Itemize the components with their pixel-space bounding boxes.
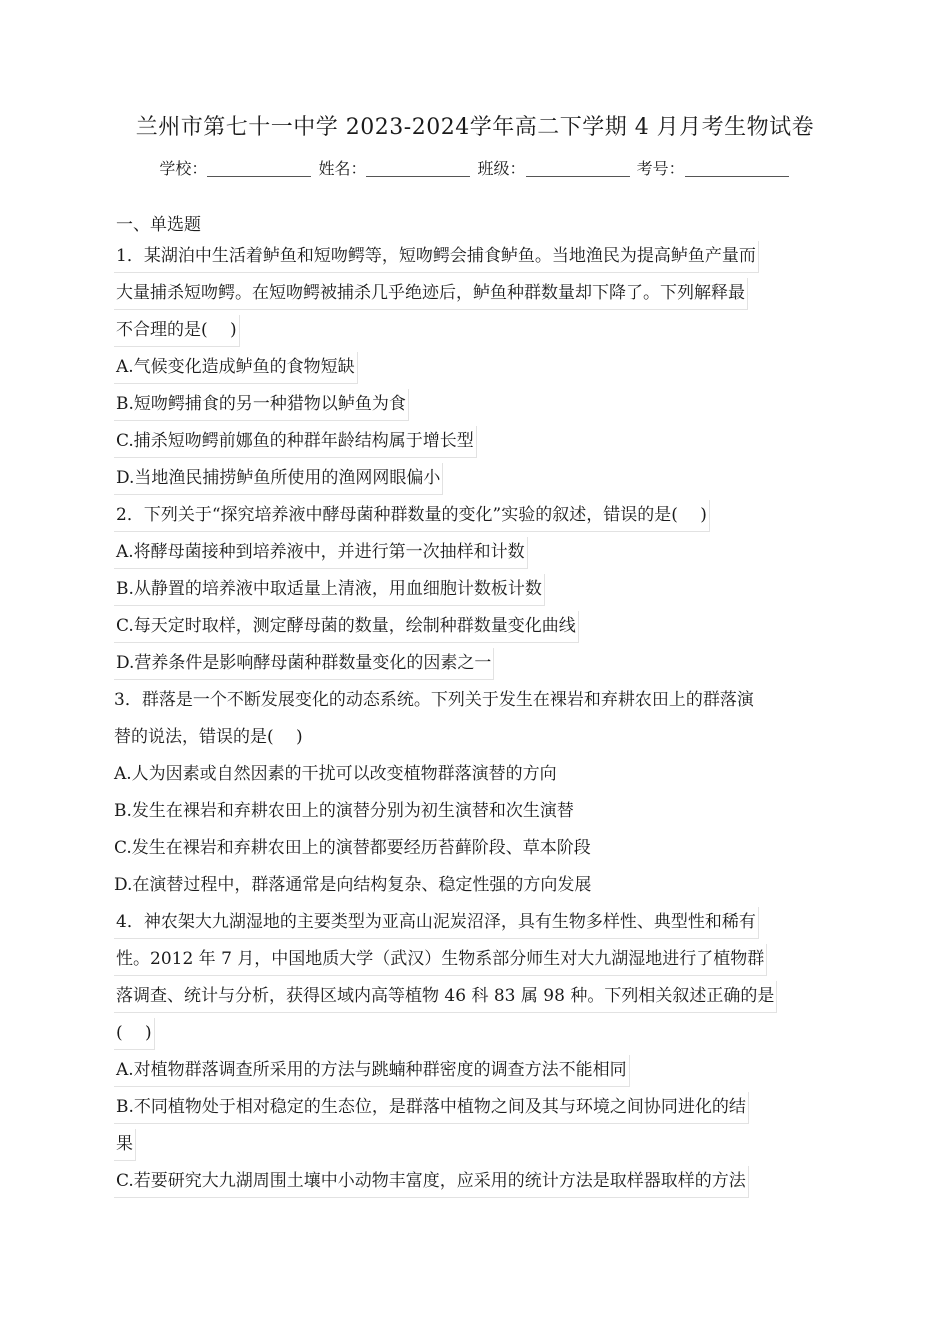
option-line: D.当地渔民捕捞鲈鱼所使用的渔网网眼偏小	[114, 462, 836, 499]
section-heading: 一、单选题	[116, 215, 201, 235]
option-line: A.将酵母菌接种到培养液中，并进行第一次抽样和计数	[114, 536, 836, 573]
option-line: C.发生在裸岩和弃耕农田上的演替都要经历苔藓阶段、草本阶段	[114, 838, 591, 858]
text-line: 3．群落是一个不断发展变化的动态系统。下列关于发生在裸岩和弃耕农田上的群落演	[114, 690, 754, 710]
text-line: 4．神农架大九湖湿地的主要类型为亚高山泥炭沼泽，具有生物多样性、典型性和稀有	[114, 906, 836, 943]
option-line: C.若要研究大九湖周围土壤中小动物丰富度，应采用的统计方法是取样器取样的方法	[114, 1165, 836, 1202]
option-line: B.短吻鳄捕食的另一种猎物以鲈鱼为食	[114, 388, 836, 425]
option-line: C.每天定时取样，测定酵母菌的数量，绘制种群数量变化曲线	[114, 610, 836, 647]
text-line: 2．下列关于“探究培养液中酵母菌种群数量的变化”实验的叙述，错误的是( )	[114, 499, 836, 536]
option-line: A.气候变化造成鲈鱼的食物短缺	[114, 351, 836, 388]
text-line: 不合理的是( )	[114, 314, 836, 351]
option-line: A.对植物群落调查所采用的方法与跳蝻种群密度的调查方法不能相同	[114, 1054, 836, 1091]
class-label: 班级：	[477, 159, 526, 178]
option-line: D.营养条件是影响酵母菌种群数量变化的因素之一	[114, 647, 836, 684]
text-line: 替的说法，错误的是( )	[114, 727, 303, 747]
exam-number-blank	[685, 162, 789, 177]
option-line: D.在演替过程中，群落通常是向结构复杂、稳定性强的方向发展	[114, 875, 592, 895]
text-line: 1．某湖泊中生活着鲈鱼和短吻鳄等，短吻鳄会捕食鲈鱼。当地渔民为提高鲈鱼产量而	[114, 240, 836, 277]
option-line: C.捕杀短吻鳄前娜鱼的种群年龄结构属于增长型	[114, 425, 836, 462]
exam-number-label: 考号：	[636, 159, 685, 178]
exam-title: 兰州市第七十一中学 2023-2024学年高二下学期 4 月月考生物试卷	[135, 115, 815, 140]
option-line: B.发生在裸岩和弃耕农田上的演替分别为初生演替和次生演替	[114, 801, 574, 821]
option-line: A.人为因素或自然因素的干扰可以改变植物群落演替的方向	[114, 764, 557, 784]
text-line: 大量捕杀短吻鳄。在短吻鳄被捕杀几乎绝迹后，鲈鱼种群数量却下降了。下列解释最	[114, 277, 836, 314]
text-line: 性。2012 年 7 月，中国地质大学（武汉）生物系部分师生对大九湖湿地进行了植物群	[114, 943, 836, 980]
question-content	[114, 240, 836, 1202]
student-info-row	[0, 156, 950, 179]
option-line: 果	[114, 1128, 836, 1165]
text-line: 落调查、统计与分析，获得区域内高等植物 46 科 83 属 98 种。下列相关叙述正确的是	[114, 980, 836, 1017]
name-label: 姓名：	[318, 159, 367, 178]
school-label: 学校：	[159, 159, 208, 178]
name-blank	[366, 162, 470, 177]
text-line: ( )	[114, 1017, 836, 1054]
option-line: B.不同植物处于相对稳定的生态位，是群落中植物之间及其与环境之间协同进化的结	[114, 1091, 836, 1128]
option-line: B.从静置的培养液中取适量上清液，用血细胞计数板计数	[114, 573, 836, 610]
school-blank	[207, 162, 311, 177]
class-blank	[526, 162, 630, 177]
